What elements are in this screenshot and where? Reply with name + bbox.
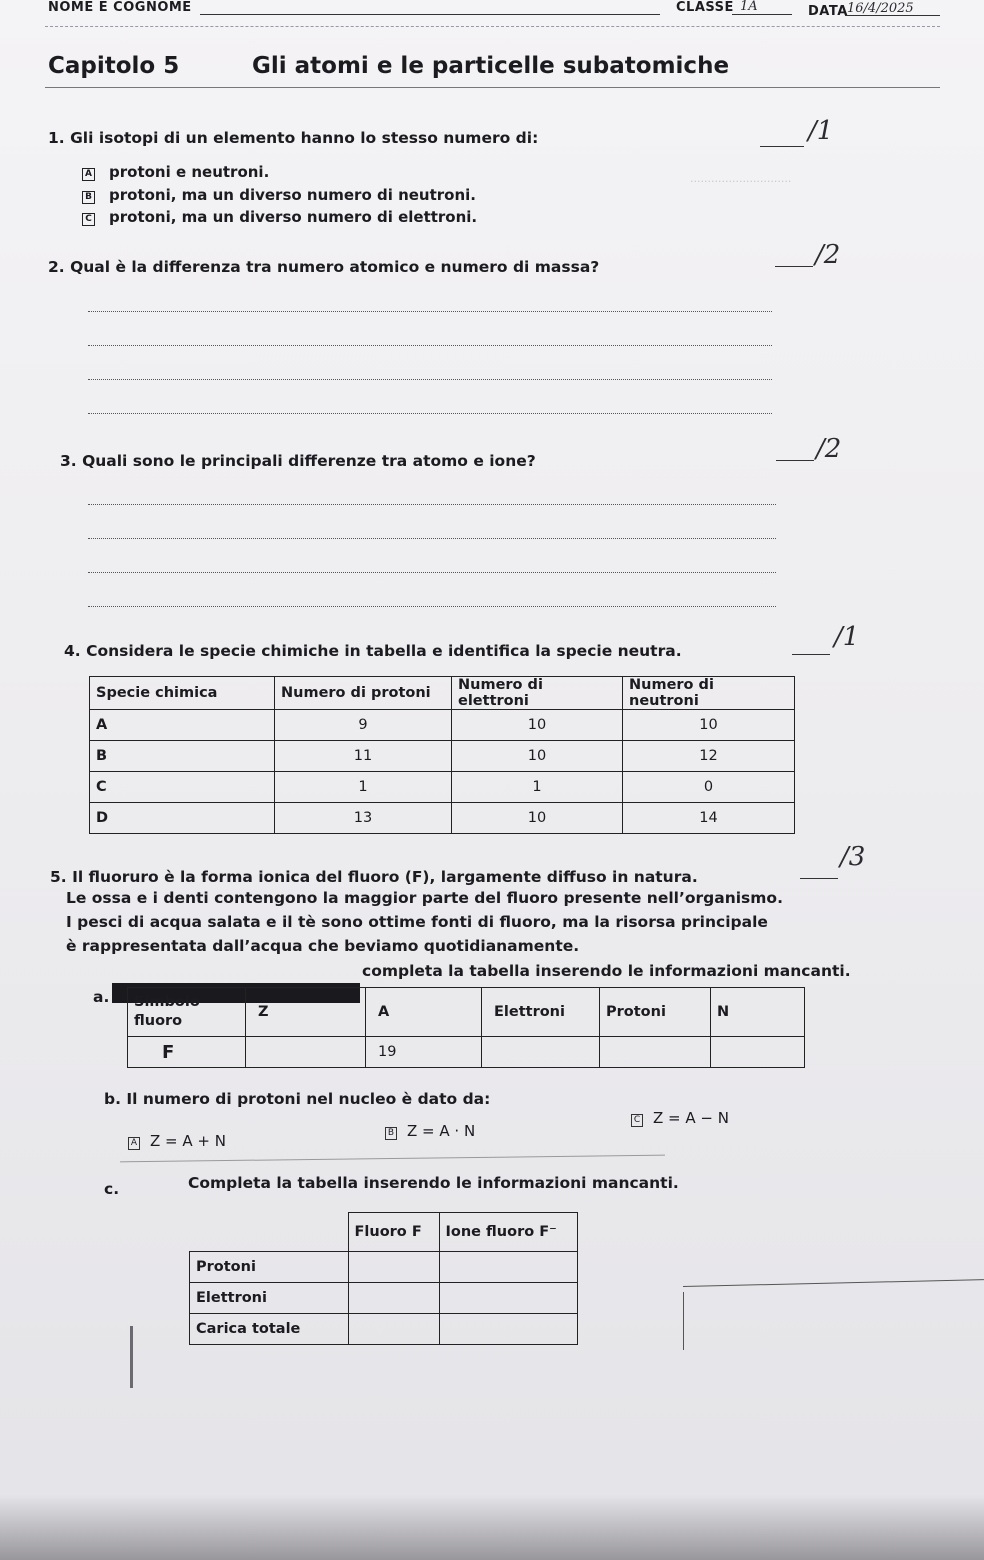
table-row (90, 741, 795, 772)
bleed-through-text: ····························· (690, 175, 792, 188)
table-row (128, 1037, 805, 1068)
q5b-rule (120, 1155, 665, 1163)
q4-electrons-cell: 1 (452, 772, 623, 803)
bottom-shadow (0, 1495, 984, 1560)
class-label: CLASSE (676, 0, 734, 15)
q1-text: 1. Gli isotopi di un elemento hanno lo stesso numero di: (48, 129, 539, 147)
q4-text: 4. Considera le specie chimiche in tabella e identifica la specie neutra. (64, 642, 682, 660)
q5-intro-line-1: 5. Il fluoruro è la forma ionica del fluoro (F), largamente diffuso in natura. (50, 868, 698, 886)
q4-neutrons-cell: 14 (623, 803, 795, 834)
chapter-title: Gli atomi e le particelle subatomiche (252, 53, 730, 79)
q4-protons-cell: 11 (275, 741, 452, 772)
date-line (845, 15, 940, 16)
q5b-option-a[interactable]: A Z = A + N (128, 1132, 226, 1150)
q5c-fluoro-charge-cell[interactable] (348, 1314, 439, 1345)
q4-electrons-cell: 10 (452, 710, 623, 741)
q5a-label: a. (93, 988, 110, 1006)
q3-answer-line-2[interactable] (88, 538, 776, 539)
q4-neutrons-cell: 0 (623, 772, 795, 803)
q5c-header-ion: Ione fluoro F⁻ (439, 1213, 578, 1252)
q2-text: 2. Qual è la differenza tra numero atomico e numero di massa? (48, 258, 600, 276)
table-row (90, 772, 795, 803)
q4-protons-cell: 1 (275, 772, 452, 803)
title-rule (45, 87, 940, 88)
decor-line (683, 1279, 984, 1287)
q3-score: /2 (816, 434, 842, 464)
q5b-option-c[interactable]: C Z = A − N (631, 1109, 729, 1127)
q5a-symbol-cell: F (128, 1037, 246, 1068)
q5-intro-line-2: Le ossa e i denti contengono la maggior parte del fluoro presente nell’organismo. (66, 889, 783, 907)
q1-option-c-box: C (82, 213, 95, 226)
q5a-a-cell: 19 (366, 1037, 482, 1068)
q4-score-line (792, 654, 830, 655)
q5c-text: Completa la tabella inserendo le informazioni mancanti. (188, 1174, 679, 1192)
q3-score-line (776, 460, 814, 461)
margin-mark (130, 1326, 133, 1388)
q5b-option-b[interactable]: B Z = A · N (385, 1122, 475, 1140)
q5c-ion-electrons-cell[interactable] (439, 1283, 578, 1314)
q5-intro-line-4: è rappresentata dall’acqua che beviamo quotidianamente. (66, 937, 580, 955)
q1-option-b-box: B (82, 191, 95, 204)
q2-answer-line-2[interactable] (88, 345, 772, 346)
q4-header-protons: Numero di protoni (275, 677, 452, 710)
q5c-row-charge: Carica totale (190, 1314, 349, 1345)
name-line (200, 14, 660, 15)
q5a-header-protons: Protoni (600, 988, 711, 1037)
q5-score-line (800, 878, 838, 879)
q4-species-cell[interactable]: B (90, 741, 275, 772)
q5c-header-fluoro: Fluoro F (348, 1213, 439, 1252)
q5a-table (127, 987, 805, 1068)
q4-species-cell[interactable]: D (90, 803, 275, 834)
q5c-row-protons: Protoni (190, 1252, 349, 1283)
q4-table-header (90, 677, 795, 710)
q1-score: /1 (808, 116, 834, 146)
q3-answer-line-4[interactable] (88, 606, 776, 607)
q4-neutrons-cell: 10 (623, 710, 795, 741)
table-row (90, 803, 795, 834)
decor-line-vertical (683, 1292, 684, 1350)
table-row (190, 1314, 578, 1345)
date-value: 16/4/2025 (847, 1, 914, 16)
q5a-z-cell[interactable] (246, 1037, 366, 1068)
q5a-header-z: Z (246, 988, 366, 1037)
q1-option-a-box: A (82, 168, 95, 181)
name-label: NOME E COGNOME (48, 0, 192, 15)
q4-table (89, 676, 795, 834)
q4-electrons-cell: 10 (452, 741, 623, 772)
class-line (732, 14, 792, 15)
q4-protons-cell: 9 (275, 710, 452, 741)
q2-score-line (775, 266, 813, 267)
q5c-fluoro-protons-cell[interactable] (348, 1252, 439, 1283)
class-value: 1A (740, 0, 758, 14)
table-row (190, 1252, 578, 1283)
q4-header-electrons: Numero di elettroni (452, 677, 623, 710)
q4-species-cell[interactable]: A (90, 710, 275, 741)
q5a-header-electrons: Elettroni (482, 988, 600, 1037)
q5c-header-empty (190, 1213, 349, 1252)
q3-text: 3. Quali sono le principali differenze tra atomo e ione? (60, 452, 536, 470)
q2-answer-line-1[interactable] (88, 311, 772, 312)
q4-neutrons-cell: 12 (623, 741, 795, 772)
q5c-table-header (190, 1213, 578, 1252)
q5a-protons-cell[interactable] (600, 1037, 711, 1068)
q4-header-neutrons: Numero di neutroni (623, 677, 795, 710)
q5a-header-a: A (366, 988, 482, 1037)
q5c-ion-protons-cell[interactable] (439, 1252, 578, 1283)
q2-answer-line-4[interactable] (88, 413, 772, 414)
q4-electrons-cell: 10 (452, 803, 623, 834)
q5c-fluoro-electrons-cell[interactable] (348, 1283, 439, 1314)
q5a-table-header (128, 988, 805, 1037)
q5-score: /3 (840, 842, 866, 872)
q5c-ion-charge-cell[interactable] (439, 1314, 578, 1345)
q5c-row-electrons: Elettroni (190, 1283, 349, 1314)
q5c-label: c. (104, 1180, 120, 1198)
q3-answer-line-3[interactable] (88, 572, 776, 573)
q5a-header-n: N (711, 988, 805, 1037)
q5a-n-cell[interactable] (711, 1037, 805, 1068)
q4-score: /1 (834, 622, 860, 652)
q5b-text: b. Il numero di protoni nel nucleo è dato da: (104, 1090, 491, 1108)
q5c-table (189, 1212, 578, 1345)
q5-intro-line-3: I pesci di acqua salata e il tè sono ottime fonti di fluoro, ma la risorsa principale (66, 913, 768, 931)
q2-score: /2 (815, 240, 841, 270)
q5a-electrons-cell[interactable] (482, 1037, 600, 1068)
q5a-text: completa la tabella inserendo le informazioni mancanti. (362, 962, 851, 980)
q5a-header-symbol: Simbolo fluoro (128, 988, 246, 1037)
table-row (90, 710, 795, 741)
q4-header-species: Specie chimica (90, 677, 275, 710)
q4-protons-cell: 13 (275, 803, 452, 834)
date-label: DATA (808, 4, 848, 19)
header-divider (45, 26, 940, 27)
chapter-label: Capitolo 5 (48, 53, 180, 79)
q2-answer-line-3[interactable] (88, 379, 772, 380)
q3-answer-line-1[interactable] (88, 504, 776, 505)
q1-option-a[interactable]: A protoni e neutroni. (82, 163, 269, 181)
q1-option-c[interactable]: C protoni, ma un diverso numero di elettroni. (82, 208, 477, 226)
q1-score-line (760, 146, 804, 147)
q1-option-b[interactable]: B protoni, ma un diverso numero di neutroni. (82, 186, 476, 204)
table-row (190, 1283, 578, 1314)
q4-species-cell[interactable]: C (90, 772, 275, 803)
